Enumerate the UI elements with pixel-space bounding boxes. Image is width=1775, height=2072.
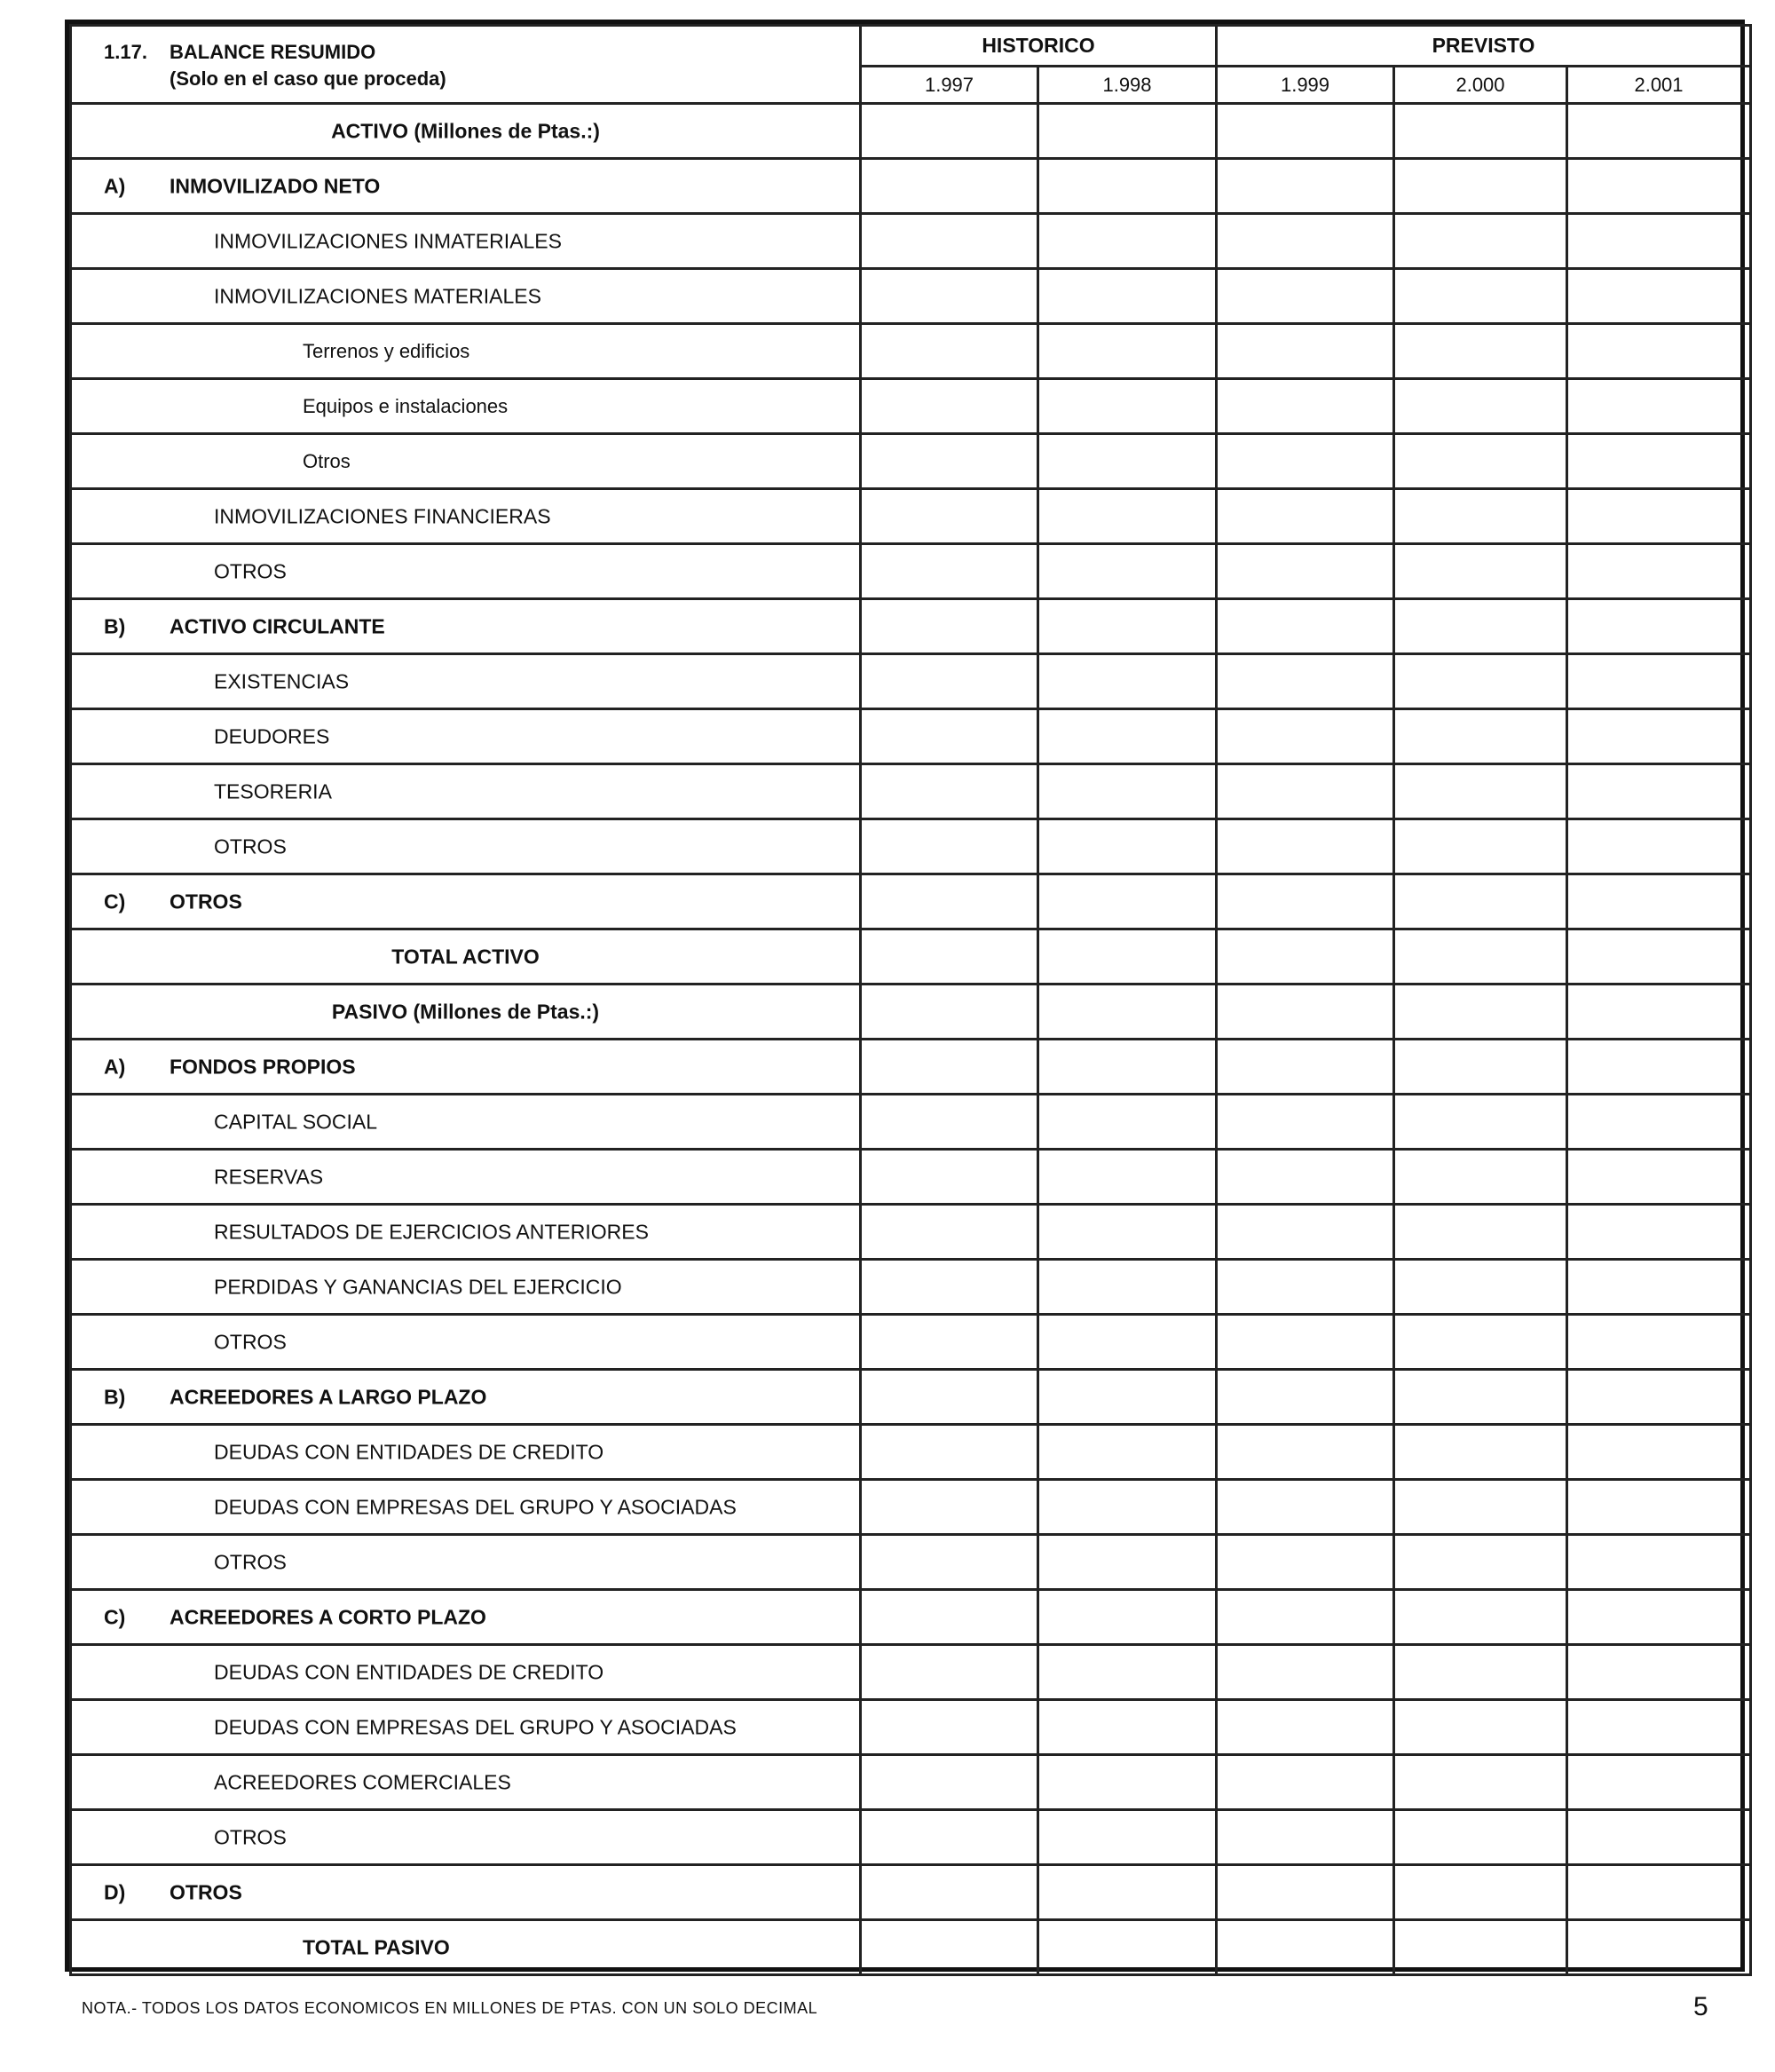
value-cell[interactable] bbox=[861, 764, 1038, 819]
table-row bbox=[71, 929, 1751, 985]
row-label: ACREEDORES A CORTO PLAZO bbox=[170, 1605, 486, 1628]
value-cell[interactable] bbox=[1394, 489, 1567, 544]
section-code: B) bbox=[104, 1385, 126, 1408]
value-cell[interactable] bbox=[1038, 1645, 1217, 1700]
table-row bbox=[71, 1590, 1751, 1645]
value-cell[interactable] bbox=[1567, 544, 1751, 599]
value-cell[interactable] bbox=[1394, 324, 1567, 379]
value-cell[interactable] bbox=[1217, 159, 1394, 214]
value-cell[interactable] bbox=[1217, 104, 1394, 159]
row-label: DEUDAS CON ENTIDADES DE CREDITO bbox=[214, 1660, 604, 1683]
table-row bbox=[71, 764, 1751, 819]
value-cell[interactable] bbox=[1038, 874, 1217, 929]
section-code: D) bbox=[104, 1880, 126, 1903]
value-cell[interactable] bbox=[861, 269, 1038, 324]
value-cell[interactable] bbox=[1567, 1315, 1751, 1370]
value-cell[interactable] bbox=[1038, 1040, 1217, 1095]
section-code: C) bbox=[104, 1605, 126, 1628]
value-cell[interactable] bbox=[1394, 929, 1567, 985]
row-label: OTROS bbox=[214, 559, 287, 582]
value-cell[interactable] bbox=[861, 1480, 1038, 1535]
value-cell[interactable] bbox=[1567, 104, 1751, 159]
row-label-cell bbox=[71, 269, 861, 324]
value-cell[interactable] bbox=[1567, 1150, 1751, 1205]
value-cell[interactable] bbox=[861, 709, 1038, 764]
row-label: INMOVILIZACIONES INMATERIALES bbox=[214, 229, 562, 252]
table-row bbox=[71, 709, 1751, 764]
value-cell[interactable] bbox=[1217, 1755, 1394, 1810]
value-cell[interactable] bbox=[1038, 985, 1217, 1040]
row-label-cell bbox=[71, 489, 861, 544]
row-label-cell bbox=[71, 1315, 861, 1370]
value-cell[interactable] bbox=[861, 324, 1038, 379]
value-cell[interactable] bbox=[1567, 1700, 1751, 1755]
value-cell[interactable] bbox=[1394, 159, 1567, 214]
value-cell[interactable] bbox=[1394, 1645, 1567, 1700]
table-row bbox=[71, 654, 1751, 709]
table-row bbox=[71, 1150, 1751, 1205]
value-cell[interactable] bbox=[1567, 1095, 1751, 1150]
row-label: DEUDAS CON EMPRESAS DEL GRUPO Y ASOCIADAS bbox=[214, 1715, 737, 1738]
value-cell[interactable] bbox=[1394, 1315, 1567, 1370]
value-cell[interactable] bbox=[861, 104, 1038, 159]
row-label: ACTIVO (Millones de Ptas.:) bbox=[331, 119, 600, 142]
value-cell[interactable] bbox=[861, 379, 1038, 434]
value-cell[interactable] bbox=[1567, 1645, 1751, 1700]
table-row bbox=[71, 1095, 1751, 1150]
year-2000: 2.000 bbox=[1394, 67, 1567, 104]
form-title: BALANCE RESUMIDO bbox=[170, 41, 376, 63]
value-cell[interactable] bbox=[1394, 1480, 1567, 1535]
row-label: EXISTENCIAS bbox=[214, 669, 350, 692]
value-cell[interactable] bbox=[1394, 1095, 1567, 1150]
table-row bbox=[71, 1810, 1751, 1865]
value-cell[interactable] bbox=[1394, 544, 1567, 599]
table-row bbox=[71, 1205, 1751, 1260]
value-cell[interactable] bbox=[1394, 985, 1567, 1040]
value-cell[interactable] bbox=[1217, 269, 1394, 324]
value-cell[interactable] bbox=[1217, 764, 1394, 819]
value-cell[interactable] bbox=[1567, 1480, 1751, 1535]
value-cell[interactable] bbox=[1217, 599, 1394, 654]
row-label: Equipos e instalaciones bbox=[303, 394, 509, 417]
row-label: RESERVAS bbox=[214, 1165, 324, 1188]
table-row bbox=[71, 1480, 1751, 1535]
value-cell[interactable] bbox=[1567, 929, 1751, 985]
value-cell[interactable] bbox=[1567, 874, 1751, 929]
value-cell[interactable] bbox=[861, 489, 1038, 544]
row-label-cell bbox=[71, 764, 861, 819]
value-cell[interactable] bbox=[861, 985, 1038, 1040]
value-cell[interactable] bbox=[1038, 489, 1217, 544]
value-cell[interactable] bbox=[1394, 819, 1567, 874]
row-label: OTROS bbox=[214, 1825, 287, 1848]
table-row bbox=[71, 874, 1751, 929]
value-cell[interactable] bbox=[861, 1535, 1038, 1590]
row-label: INMOVILIZACIONES FINANCIERAS bbox=[214, 504, 551, 527]
value-cell[interactable] bbox=[1217, 1425, 1394, 1480]
value-cell[interactable] bbox=[1038, 1370, 1217, 1425]
value-cell[interactable] bbox=[1038, 1095, 1217, 1150]
row-label: TESORERIA bbox=[214, 779, 332, 803]
value-cell[interactable] bbox=[861, 1590, 1038, 1645]
value-cell[interactable] bbox=[1217, 434, 1394, 489]
row-label: CAPITAL SOCIAL bbox=[214, 1110, 378, 1133]
value-cell[interactable] bbox=[1394, 654, 1567, 709]
value-cell[interactable] bbox=[1217, 819, 1394, 874]
value-cell[interactable] bbox=[1567, 1755, 1751, 1810]
value-cell[interactable] bbox=[1217, 1865, 1394, 1920]
table-row bbox=[71, 819, 1751, 874]
value-cell[interactable] bbox=[1567, 1205, 1751, 1260]
row-label: OTROS bbox=[214, 1550, 287, 1573]
row-label-cell bbox=[71, 214, 861, 269]
value-cell[interactable] bbox=[1217, 1700, 1394, 1755]
row-label-cell bbox=[71, 709, 861, 764]
table-row bbox=[71, 159, 1751, 214]
row-label-cell bbox=[71, 819, 861, 874]
row-label-cell bbox=[71, 1040, 861, 1095]
value-cell[interactable] bbox=[1394, 1700, 1567, 1755]
value-cell[interactable] bbox=[1038, 1205, 1217, 1260]
value-cell[interactable] bbox=[1217, 544, 1394, 599]
row-label-cell bbox=[71, 434, 861, 489]
value-cell[interactable] bbox=[1567, 709, 1751, 764]
value-cell[interactable] bbox=[1038, 159, 1217, 214]
value-cell[interactable] bbox=[1394, 379, 1567, 434]
value-cell[interactable] bbox=[1567, 985, 1751, 1040]
section-code: A) bbox=[104, 174, 126, 197]
row-label: OTROS bbox=[214, 834, 287, 858]
value-cell[interactable] bbox=[1038, 324, 1217, 379]
form-subtitle: (Solo en el caso que proceda) bbox=[170, 67, 446, 90]
value-cell[interactable] bbox=[1394, 1150, 1567, 1205]
value-cell[interactable] bbox=[1567, 379, 1751, 434]
balance-table bbox=[69, 24, 1752, 1976]
row-label: Terrenos y edificios bbox=[303, 339, 470, 362]
value-cell[interactable] bbox=[1217, 1590, 1394, 1645]
value-cell[interactable] bbox=[861, 1755, 1038, 1810]
table-row bbox=[71, 489, 1751, 544]
table-row bbox=[71, 1755, 1751, 1810]
table-row bbox=[71, 1645, 1751, 1700]
row-label-cell bbox=[71, 1590, 861, 1645]
value-cell[interactable] bbox=[1567, 324, 1751, 379]
row-label-cell bbox=[71, 379, 861, 434]
value-cell[interactable] bbox=[1217, 929, 1394, 985]
row-label-cell bbox=[71, 544, 861, 599]
row-label: ACTIVO CIRCULANTE bbox=[170, 614, 385, 637]
value-cell[interactable] bbox=[1217, 1150, 1394, 1205]
table-row bbox=[71, 1040, 1751, 1095]
value-cell[interactable] bbox=[861, 1810, 1038, 1865]
value-cell[interactable] bbox=[1038, 214, 1217, 269]
value-cell[interactable] bbox=[1567, 269, 1751, 324]
value-cell[interactable] bbox=[1567, 214, 1751, 269]
year-1999: 1.999 bbox=[1217, 67, 1394, 104]
value-cell[interactable] bbox=[1567, 1425, 1751, 1480]
row-label: OTROS bbox=[170, 1880, 242, 1903]
row-label-cell bbox=[71, 1425, 861, 1480]
value-cell[interactable] bbox=[1217, 1535, 1394, 1590]
table-row bbox=[71, 1865, 1751, 1920]
value-cell[interactable] bbox=[1217, 1370, 1394, 1425]
value-cell[interactable] bbox=[1038, 599, 1217, 654]
row-label-cell bbox=[71, 985, 861, 1040]
value-cell[interactable] bbox=[861, 1205, 1038, 1260]
value-cell[interactable] bbox=[861, 1040, 1038, 1095]
row-label-cell bbox=[71, 1645, 861, 1700]
year-1997: 1.997 bbox=[861, 67, 1038, 104]
value-cell[interactable] bbox=[1038, 654, 1217, 709]
value-cell[interactable] bbox=[1394, 1755, 1567, 1810]
row-label: DEUDORES bbox=[214, 724, 330, 747]
table-row bbox=[71, 1260, 1751, 1315]
table-row bbox=[71, 544, 1751, 599]
value-cell[interactable] bbox=[1038, 379, 1217, 434]
value-cell[interactable] bbox=[1217, 379, 1394, 434]
row-label-cell bbox=[71, 1150, 861, 1205]
value-cell[interactable] bbox=[1038, 104, 1217, 159]
value-cell[interactable] bbox=[861, 1645, 1038, 1700]
value-cell[interactable] bbox=[1567, 1810, 1751, 1865]
value-cell[interactable] bbox=[861, 654, 1038, 709]
value-cell[interactable] bbox=[1567, 1590, 1751, 1645]
year-2001: 2.001 bbox=[1567, 67, 1751, 104]
value-cell[interactable] bbox=[1038, 1810, 1217, 1865]
value-cell[interactable] bbox=[861, 1260, 1038, 1315]
row-label: INMOVILIZADO NETO bbox=[170, 174, 381, 197]
table-row bbox=[71, 1425, 1751, 1480]
value-cell[interactable] bbox=[1217, 985, 1394, 1040]
page-number: 5 bbox=[1693, 1992, 1708, 2021]
value-cell[interactable] bbox=[1567, 1920, 1751, 1975]
value-cell[interactable] bbox=[1567, 1260, 1751, 1315]
value-cell[interactable] bbox=[1394, 1370, 1567, 1425]
table-row bbox=[71, 1315, 1751, 1370]
value-cell[interactable] bbox=[1038, 1755, 1217, 1810]
table-row bbox=[71, 104, 1751, 159]
value-cell[interactable] bbox=[1394, 709, 1567, 764]
value-cell[interactable] bbox=[1217, 1095, 1394, 1150]
value-cell[interactable] bbox=[1394, 104, 1567, 159]
value-cell[interactable] bbox=[861, 1370, 1038, 1425]
row-label-cell bbox=[71, 1755, 861, 1810]
group-previsto: PREVISTO bbox=[1217, 26, 1751, 67]
value-cell[interactable] bbox=[1038, 1920, 1217, 1975]
value-cell[interactable] bbox=[1567, 764, 1751, 819]
value-cell[interactable] bbox=[1394, 1590, 1567, 1645]
row-label-cell bbox=[71, 1810, 861, 1865]
value-cell[interactable] bbox=[1217, 1040, 1394, 1095]
section-code: B) bbox=[104, 614, 126, 637]
value-cell[interactable] bbox=[1038, 929, 1217, 985]
row-label: FONDOS PROPIOS bbox=[170, 1055, 356, 1078]
form-header bbox=[71, 26, 861, 104]
value-cell[interactable] bbox=[1567, 599, 1751, 654]
row-label: DEUDAS CON ENTIDADES DE CREDITO bbox=[214, 1440, 604, 1463]
value-cell[interactable] bbox=[1394, 1865, 1567, 1920]
row-label: TOTAL PASIVO bbox=[303, 1935, 450, 1958]
value-cell[interactable] bbox=[861, 599, 1038, 654]
row-label-cell bbox=[71, 159, 861, 214]
row-label: PASIVO (Millones de Ptas.:) bbox=[331, 1000, 600, 1023]
value-cell[interactable] bbox=[1567, 1865, 1751, 1920]
value-cell[interactable] bbox=[1038, 819, 1217, 874]
value-cell[interactable] bbox=[1394, 1205, 1567, 1260]
row-label: RESULTADOS DE EJERCICIOS ANTERIORES bbox=[214, 1220, 649, 1243]
row-label-cell bbox=[71, 654, 861, 709]
row-label-cell bbox=[71, 1260, 861, 1315]
value-cell[interactable] bbox=[1038, 764, 1217, 819]
table-row bbox=[71, 985, 1751, 1040]
value-cell[interactable] bbox=[1217, 1315, 1394, 1370]
table-row bbox=[71, 434, 1751, 489]
table-row bbox=[71, 379, 1751, 434]
value-cell[interactable] bbox=[861, 214, 1038, 269]
row-label: INMOVILIZACIONES MATERIALES bbox=[214, 284, 541, 307]
value-cell[interactable] bbox=[861, 1920, 1038, 1975]
value-cell[interactable] bbox=[1394, 269, 1567, 324]
value-cell[interactable] bbox=[1038, 1150, 1217, 1205]
table-row bbox=[71, 1370, 1751, 1425]
table-row bbox=[71, 214, 1751, 269]
value-cell[interactable] bbox=[1217, 1205, 1394, 1260]
value-cell[interactable] bbox=[1394, 1425, 1567, 1480]
value-cell[interactable] bbox=[1394, 599, 1567, 654]
value-cell[interactable] bbox=[1038, 1535, 1217, 1590]
value-cell[interactable] bbox=[1394, 874, 1567, 929]
row-label: TOTAL ACTIVO bbox=[391, 945, 540, 968]
value-cell[interactable] bbox=[861, 1095, 1038, 1150]
row-label: ACREEDORES COMERCIALES bbox=[214, 1770, 511, 1793]
value-cell[interactable] bbox=[1038, 434, 1217, 489]
table-row bbox=[71, 324, 1751, 379]
row-label-cell bbox=[71, 1205, 861, 1260]
value-cell[interactable] bbox=[1394, 434, 1567, 489]
row-label-cell bbox=[71, 104, 861, 159]
value-cell[interactable] bbox=[1394, 214, 1567, 269]
row-label: Otros bbox=[303, 449, 351, 472]
balance-form bbox=[65, 20, 1745, 1972]
value-cell[interactable] bbox=[1217, 1920, 1394, 1975]
value-cell[interactable] bbox=[1394, 1810, 1567, 1865]
value-cell[interactable] bbox=[1394, 1040, 1567, 1095]
row-label-cell bbox=[71, 1480, 861, 1535]
value-cell[interactable] bbox=[861, 874, 1038, 929]
table-row bbox=[71, 1700, 1751, 1755]
row-label-cell bbox=[71, 599, 861, 654]
value-cell[interactable] bbox=[1394, 1260, 1567, 1315]
value-cell[interactable] bbox=[1217, 1645, 1394, 1700]
value-cell[interactable] bbox=[1038, 269, 1217, 324]
row-label: PERDIDAS Y GANANCIAS DEL EJERCICIO bbox=[214, 1275, 622, 1298]
section-code: A) bbox=[104, 1055, 126, 1078]
group-historico: HISTORICO bbox=[861, 26, 1217, 67]
row-label-cell bbox=[71, 1370, 861, 1425]
value-cell[interactable] bbox=[1038, 1865, 1217, 1920]
row-label: OTROS bbox=[214, 1330, 287, 1353]
row-label: OTROS bbox=[170, 890, 242, 913]
value-cell[interactable] bbox=[861, 929, 1038, 985]
value-cell[interactable] bbox=[1217, 324, 1394, 379]
value-cell[interactable] bbox=[1567, 489, 1751, 544]
value-cell[interactable] bbox=[861, 159, 1038, 214]
value-cell[interactable] bbox=[861, 434, 1038, 489]
table-row bbox=[71, 1920, 1751, 1975]
value-cell[interactable] bbox=[1394, 764, 1567, 819]
value-cell[interactable] bbox=[861, 1425, 1038, 1480]
value-cell[interactable] bbox=[1394, 1920, 1567, 1975]
value-cell[interactable] bbox=[1038, 1590, 1217, 1645]
value-cell[interactable] bbox=[861, 819, 1038, 874]
value-cell[interactable] bbox=[861, 1700, 1038, 1755]
value-cell[interactable] bbox=[1567, 654, 1751, 709]
value-cell[interactable] bbox=[1567, 819, 1751, 874]
value-cell[interactable] bbox=[1217, 489, 1394, 544]
row-label-cell bbox=[71, 1865, 861, 1920]
row-label: DEUDAS CON EMPRESAS DEL GRUPO Y ASOCIADAS bbox=[214, 1495, 737, 1518]
value-cell[interactable] bbox=[1217, 1810, 1394, 1865]
row-label-cell bbox=[71, 1535, 861, 1590]
value-cell[interactable] bbox=[1038, 544, 1217, 599]
value-cell[interactable] bbox=[1217, 1480, 1394, 1535]
value-cell[interactable] bbox=[1394, 1535, 1567, 1590]
year-1998: 1.998 bbox=[1038, 67, 1217, 104]
value-cell[interactable] bbox=[1217, 654, 1394, 709]
value-cell[interactable] bbox=[1038, 1480, 1217, 1535]
value-cell[interactable] bbox=[861, 544, 1038, 599]
value-cell[interactable] bbox=[1567, 1535, 1751, 1590]
table-row bbox=[71, 269, 1751, 324]
value-cell[interactable] bbox=[1567, 1040, 1751, 1095]
value-cell[interactable] bbox=[1217, 214, 1394, 269]
row-label: ACREEDORES A LARGO PLAZO bbox=[170, 1385, 487, 1408]
value-cell[interactable] bbox=[1217, 709, 1394, 764]
table-row bbox=[71, 599, 1751, 654]
value-cell[interactable] bbox=[1567, 434, 1751, 489]
row-label-cell bbox=[71, 929, 861, 985]
value-cell[interactable] bbox=[861, 1150, 1038, 1205]
footer-note: NOTA.- TODOS LOS DATOS ECONOMICOS EN MILLONES DE PTAS. CON UN SOLO DECIMAL bbox=[82, 1999, 818, 2017]
value-cell[interactable] bbox=[1038, 709, 1217, 764]
row-label-cell bbox=[71, 1920, 861, 1975]
row-label-cell bbox=[71, 874, 861, 929]
value-cell[interactable] bbox=[1038, 1315, 1217, 1370]
row-label-cell bbox=[71, 324, 861, 379]
value-cell[interactable] bbox=[1217, 1260, 1394, 1315]
value-cell[interactable] bbox=[1038, 1260, 1217, 1315]
value-cell[interactable] bbox=[861, 1865, 1038, 1920]
table-row bbox=[71, 1535, 1751, 1590]
value-cell[interactable] bbox=[1038, 1700, 1217, 1755]
section-number: 1.17. bbox=[104, 41, 147, 63]
row-label-cell bbox=[71, 1095, 861, 1150]
value-cell[interactable] bbox=[1038, 1425, 1217, 1480]
value-cell[interactable] bbox=[1217, 874, 1394, 929]
row-label-cell bbox=[71, 1700, 861, 1755]
value-cell[interactable] bbox=[861, 1315, 1038, 1370]
value-cell[interactable] bbox=[1567, 159, 1751, 214]
section-code: C) bbox=[104, 890, 126, 913]
value-cell[interactable] bbox=[1567, 1370, 1751, 1425]
